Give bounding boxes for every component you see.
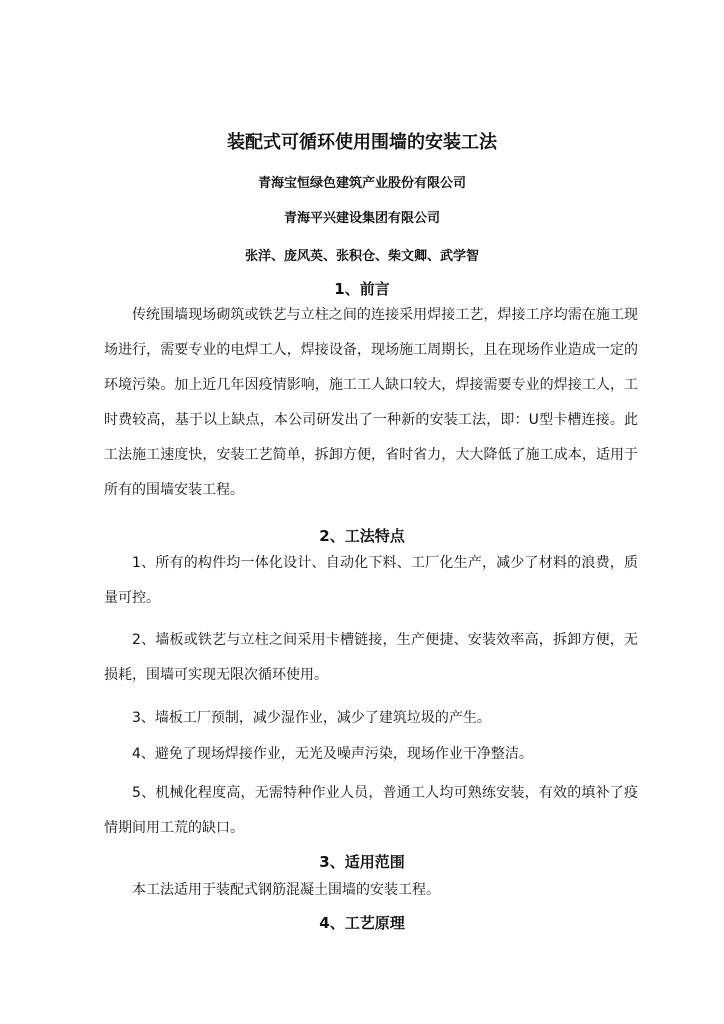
scope-paragraph: 本工法适用于装配式钢筋混凝土围墙的安装工程。 <box>132 882 440 898</box>
feature-item: 1、所有的构件均一体化设计、自动化下料、工厂化生产，减少了材料的浪费，质量可控。 <box>104 555 638 606</box>
preface-paragraph: 传统围墙现场砌筑或铁艺与立柱之间的连接采用焊接工艺，焊接工序均需在施工现场进行，需要专业的电焊工人，焊接设备，现场施工周期长，且在现场作业造成一定的环境污染。加上近几年因疫情影响，施工工人缺口较大，焊接需要专业的焊接工人，工时费较高，基于以上缺点，本公司研发出了一种新的安装工法，即：U型卡槽连接。此工法施工速度快，安装工艺简单，拆卸方便，省时省力，大大降低了施工成本，适用于所有的围墙安装工程。 <box>104 307 638 498</box>
document-title: 装配式可循环使用围墙的安装工法 <box>227 132 497 153</box>
organization-1: 青海宝恒绿色建筑产业股份有限公司 <box>257 176 466 191</box>
section-heading-preface: 1、前言 <box>334 280 390 298</box>
feature-item: 3、墙板工厂预制，减少湿作业，减少了建筑垃圾的产生。 <box>132 710 491 726</box>
section-heading-principle: 4、工艺原理 <box>319 914 405 932</box>
section-heading-scope: 3、适用范围 <box>319 853 405 871</box>
feature-item: 5、机械化程度高，无需特种作业人员，普通工人均可熟练安装，有效的填补了疫情期间用工荒的缺口。 <box>104 785 638 836</box>
feature-item: 4、避免了现场焊接作业，无光及噪声污染，现场作业干净整洁。 <box>132 746 533 762</box>
organization-2: 青海平兴建设集团有限公司 <box>283 211 440 226</box>
authors: 张洋、庞风英、张积仓、柴文卿、武学智 <box>244 249 479 264</box>
feature-item: 2、墙板或铁艺与立柱之间采用卡槽链接，生产便捷、安装效率高，拆卸方便，无损耗，围墙可实现无限次循环使用。 <box>104 632 638 683</box>
section-heading-features: 2、工法特点 <box>319 527 405 545</box>
